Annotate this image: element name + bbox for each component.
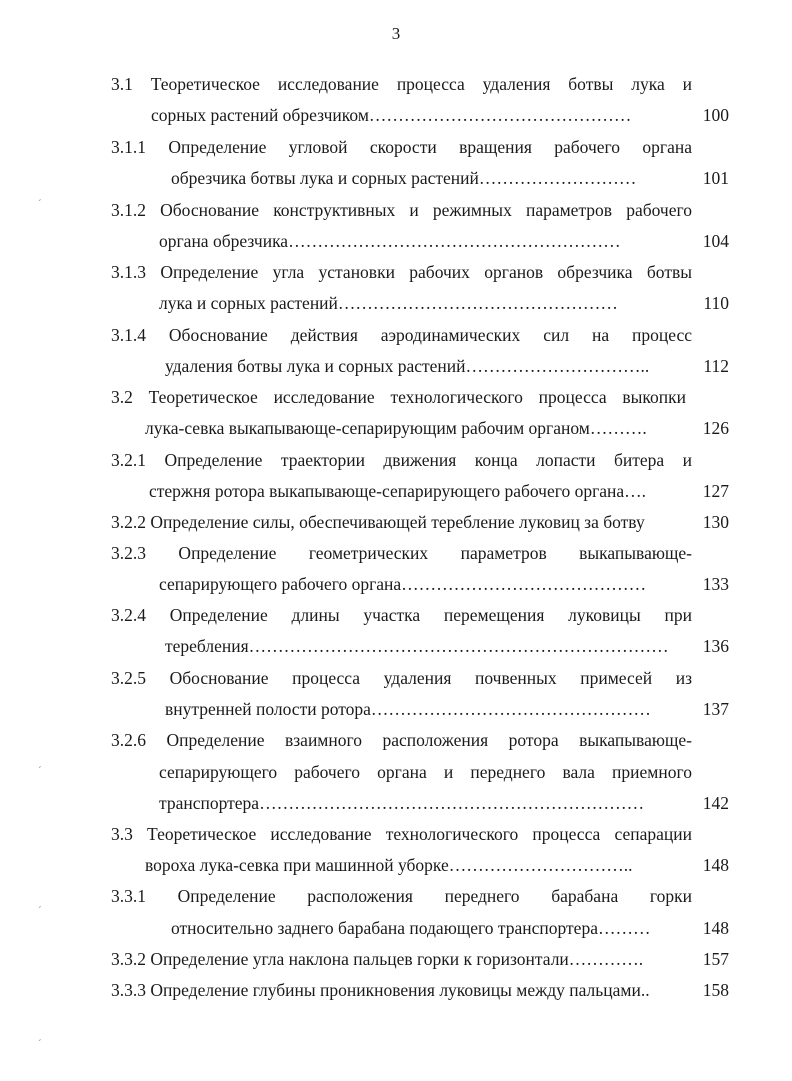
toc-entry-3-1-2-line1: 3.1.2 Обоснование конструктивных и режимных параметров рабочего xyxy=(111,200,692,220)
toc-page-number: 130 xyxy=(702,512,729,532)
toc-entry-3-1-3-line1: 3.1.3 Определение угла установки рабочих органов обрезчика ботвы xyxy=(111,262,692,282)
toc-entry-3-1-4-line1: 3.1.4 Обоснование действия аэродинамических сил на процесс xyxy=(111,325,692,345)
toc-entry-3-2-1-line2: стержня ротора выкапывающе-сепарирующего рабочего органа…. 127 xyxy=(0,476,792,507)
toc-entry-3-2-5-line2: внутренней полости ротора………………………………………… 137 xyxy=(0,694,792,725)
toc-entry-3-1-1-line1: 3.1.1 Определение угловой скорости вращения рабочего органа xyxy=(111,137,692,157)
toc-page-number: 104 xyxy=(702,231,729,251)
toc-entry-3-3-1-line1: 3.3.1 Определение расположения переднего барабана горки xyxy=(111,886,692,906)
toc-page-number: 142 xyxy=(702,793,729,813)
toc-page-number: 126 xyxy=(702,418,729,438)
scan-mark: ˊ xyxy=(38,1038,42,1050)
toc-entry-3-2-2: 3.2.2 Определение силы, обеспечивающей теребление луковиц за ботву 130 xyxy=(0,507,792,538)
toc-page-number: 133 xyxy=(702,574,729,594)
toc-entry-3-1-line2: сорных растений обрезчиком……………………………………… 100 xyxy=(0,100,792,131)
toc-entry-3-2-5-line1: 3.2.5 Обоснование процесса удаления почвенных примесей из xyxy=(111,668,692,688)
toc-entry-3-2-6-line2: сепарирующего рабочего органа и переднего вала приемного xyxy=(159,762,692,782)
toc-page-number: 148 xyxy=(702,918,729,938)
toc-page-number: 110 xyxy=(703,293,729,313)
toc-entry-3-1-2-line2: органа обрезчика………………………………………………… 104 xyxy=(0,226,792,257)
toc-entry-3-2-1-line1: 3.2.1 Определение траектории движения конца лопасти битера и xyxy=(111,450,692,470)
toc-entry-3-1-3-line2: лука и сорных растений………………………………………… 110 xyxy=(0,288,792,319)
toc-entry-3-3-line1: 3.3 Теоретическое исследование технологического процесса сепарации xyxy=(111,824,692,844)
toc-page-number: 148 xyxy=(702,855,729,875)
toc-entry-3-2-4-line1: 3.2.4 Определение длины участка перемещения луковицы при xyxy=(111,605,692,625)
scan-mark: ˊ xyxy=(38,198,42,210)
toc-page-number: 112 xyxy=(703,356,729,376)
toc-entry-3-1-4-line2: удаления ботвы лука и сорных растений………………………….. 112 xyxy=(0,351,792,382)
toc-entry-3-2-3-line1: 3.2.3 Определение геометрических параметров выкапывающе- xyxy=(111,543,692,563)
scan-mark: ˊ xyxy=(38,905,42,917)
toc-entry-3-3-line2: вороха лука-севка при машинной уборке………………………….. 148 xyxy=(0,850,792,881)
scan-mark: ˊ xyxy=(38,765,42,777)
toc-entry-3-2-6-line1: 3.2.6 Определение взаимного расположения ротора выкапывающе- xyxy=(111,730,692,750)
toc-entry-3-1-line1: 3.1 Теоретическое исследование процесса удаления ботвы лука и xyxy=(111,74,692,94)
toc-entry-3-2-line2: лука-севка выкапывающе-сепарирующим рабочим органом………. 126 xyxy=(0,413,792,444)
toc-page-number: 136 xyxy=(702,636,729,656)
toc-entry-3-2-line1: 3.2 Теоретическое исследование технологического процесса выкопки xyxy=(111,387,686,407)
toc-entry-3-3-2: 3.3.2 Определение угла наклона пальцев горки к горизонтали…………. 157 xyxy=(0,944,792,975)
toc-page-number: 157 xyxy=(702,949,729,969)
toc-page-number: 158 xyxy=(702,980,729,1000)
toc-entry-3-2-3-line2: сепарирующего рабочего органа…………………………………… 133 xyxy=(0,569,792,600)
toc-entry-3-3-1-line2: относительно заднего барабана подающего транспортера……… 148 xyxy=(0,913,792,944)
toc-page-number: 137 xyxy=(702,699,729,719)
page-number: 3 xyxy=(391,24,401,43)
toc-entry-3-1-1-line2: обрезчика ботвы лука и сорных растений……………………… 101 xyxy=(0,163,792,194)
toc-page-number: 127 xyxy=(702,481,729,501)
toc-page-number: 100 xyxy=(702,105,729,125)
toc-page-number: 101 xyxy=(702,168,729,188)
toc-entry-3-2-6-line3: транспортера………………………………………………………… 142 xyxy=(0,788,792,819)
toc-entry-3-2-4-line2: теребления……………………………………………………………… 136 xyxy=(0,631,792,662)
toc-entry-3-3-3: 3.3.3 Определение глубины проникновения луковицы между пальцами.. 158 xyxy=(0,975,792,1006)
